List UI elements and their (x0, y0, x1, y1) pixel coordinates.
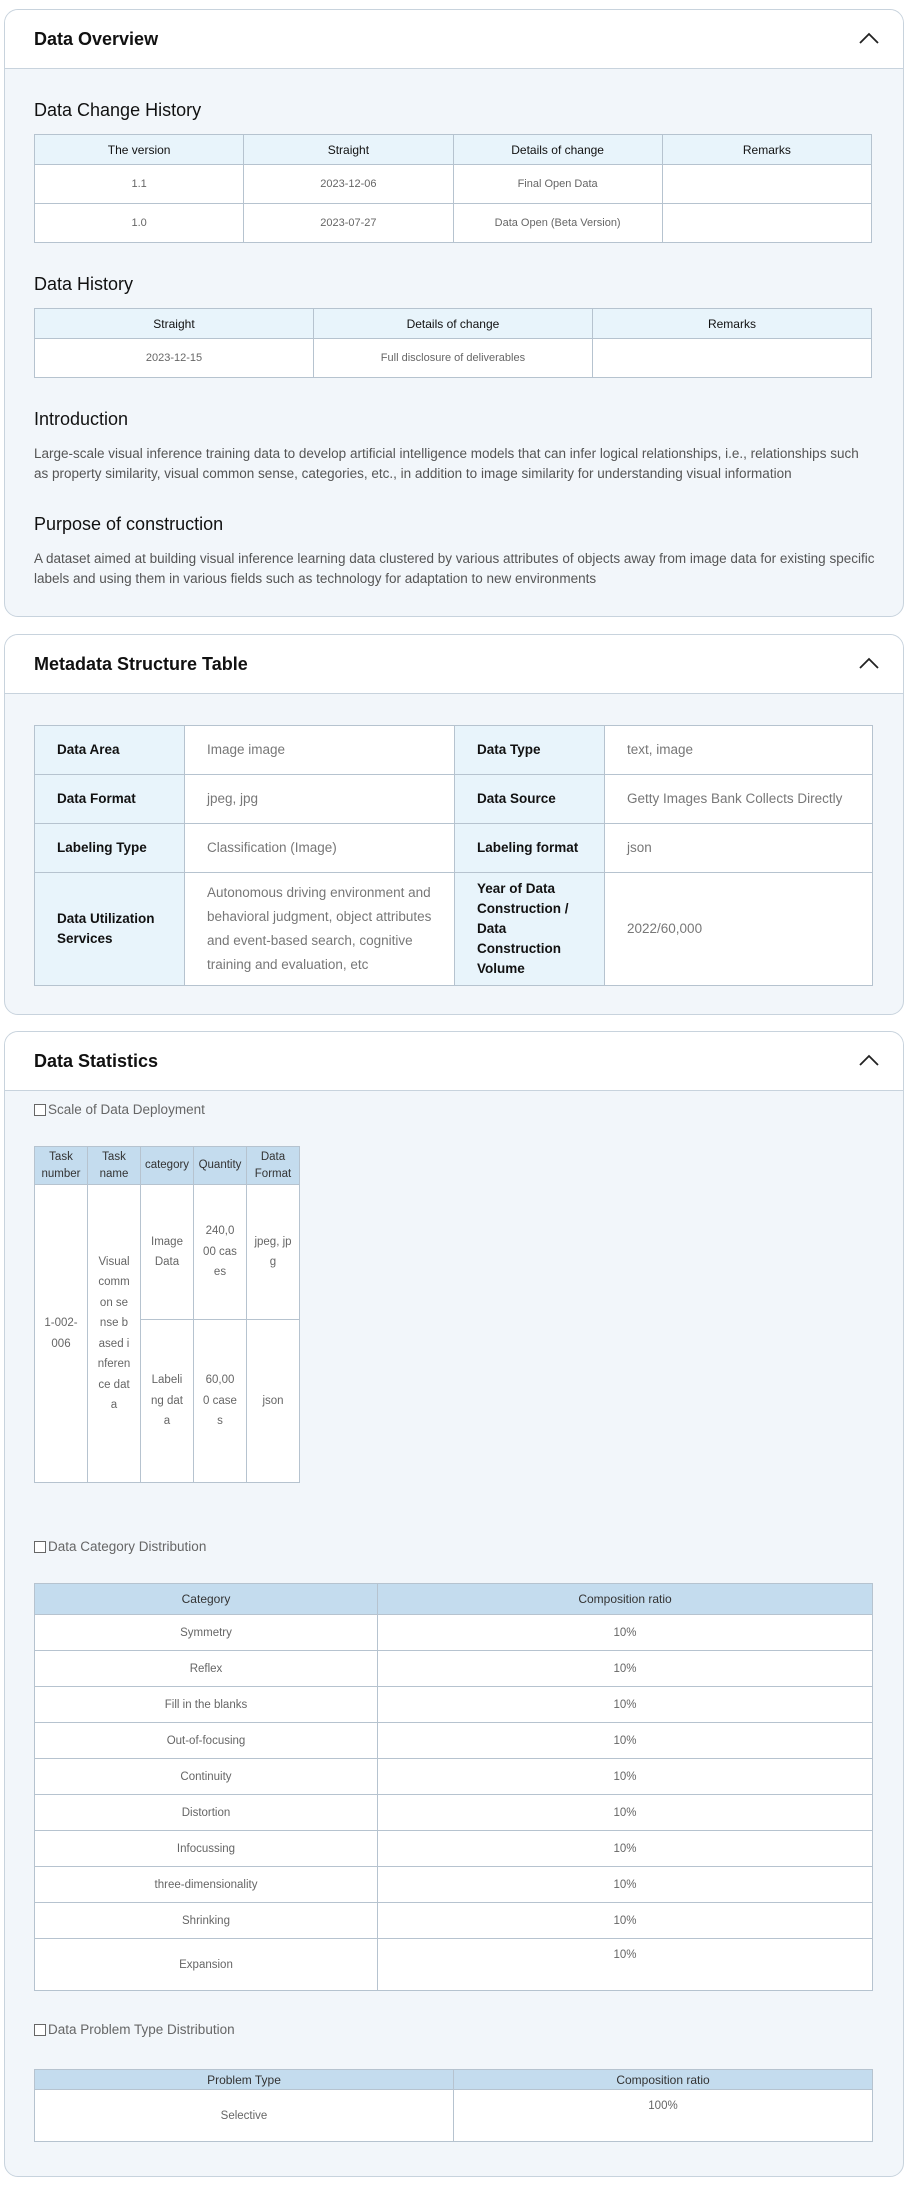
chevron-up-icon[interactable] (857, 27, 881, 51)
table-cell: 10% (378, 1651, 873, 1687)
table-cell: 100% (454, 2090, 873, 2142)
table-row (35, 2090, 873, 2142)
column-header: Composition ratio (378, 1584, 873, 1615)
meta-label: Data Area (35, 726, 185, 775)
metadata-table (34, 725, 873, 986)
meta-value: Image image (185, 726, 455, 775)
table-cell: 10% (378, 1723, 873, 1759)
category-cell: Labeling data (141, 1320, 194, 1483)
table-row (35, 1723, 873, 1759)
table-cell: Infocussing (35, 1831, 378, 1867)
category-dist-label (34, 1539, 206, 1554)
table-header-row (35, 2070, 873, 2090)
table-cell: 2023-07-27 (244, 204, 453, 243)
table-cell: Symmetry (35, 1615, 378, 1651)
table-cell: Out-of-focusing (35, 1723, 378, 1759)
statistics-panel (4, 1031, 904, 2177)
table-header-row (35, 309, 872, 339)
purpose-heading: Purpose of construction (34, 514, 224, 534)
table-row (35, 1903, 873, 1939)
metadata-title: Metadata Structure Table (34, 653, 248, 674)
table-cell: Expansion (35, 1939, 378, 1991)
table-cell: 10% (378, 1939, 873, 1991)
table-cell: 1.1 (35, 165, 244, 204)
chevron-up-icon[interactable] (857, 652, 881, 676)
table-cell: three-dimensionality (35, 1867, 378, 1903)
column-header: Details of change (313, 309, 592, 339)
table-cell: Full disclosure of deliverables (313, 339, 592, 378)
meta-value: Getty Images Bank Collects Directly (605, 775, 873, 824)
meta-value: jpeg, jpg (185, 775, 455, 824)
table-row (35, 1185, 300, 1320)
data-history-table (34, 308, 872, 378)
change-history-heading: Data Change History (34, 100, 202, 120)
table-cell: 10% (378, 1687, 873, 1723)
checkbox-icon (34, 1541, 46, 1553)
table-row (35, 1687, 873, 1723)
chevron-up-icon[interactable] (857, 1049, 881, 1073)
table-cell: 2023-12-06 (244, 165, 453, 204)
category-dist-table (34, 1583, 873, 1991)
meta-label: Data Utilization Services (35, 873, 185, 986)
table-row (35, 775, 873, 824)
category-cell: Image Data (141, 1185, 194, 1320)
column-header: Category (35, 1584, 378, 1615)
metadata-panel (4, 634, 904, 1015)
data-overview-panel (4, 9, 904, 617)
task-name-cell: Visual common sense based inference data (88, 1185, 141, 1483)
column-header: Remarks (592, 309, 871, 339)
table-row (35, 1615, 873, 1651)
checkbox-icon (34, 2024, 46, 2036)
category-dist-text: Data Category Distribution (48, 1539, 207, 1554)
meta-value: Autonomous driving environment and behavioral judgment, object attributes and event-based search, cognitive training and evaluation, etc (185, 873, 455, 986)
purpose-text: A dataset aimed at building visual inference learning data clustered by various attributes of objects away from image data for existing specific labels and using them in various fields such as technology for adaptation to new environments (34, 551, 875, 586)
quantity-cell: 240,000 cases (194, 1185, 247, 1320)
table-row (35, 1795, 873, 1831)
introduction-text: Large-scale visual inference training data to develop artificial intelligence models that can infer logical relationships, i.e., relationships such as property similarity, visual common sense, categories, etc., in addition to image similarity for understanding visual information (34, 446, 859, 481)
problem-dist-table (34, 2069, 873, 2142)
table-cell (662, 204, 871, 243)
table-row (35, 204, 872, 243)
table-header-row (35, 1584, 873, 1615)
table-row (35, 1831, 873, 1867)
table-cell: Shrinking (35, 1903, 378, 1939)
table-cell: Continuity (35, 1759, 378, 1795)
table-cell: 2023-12-15 (35, 339, 314, 378)
table-cell: Final Open Data (453, 165, 662, 204)
table-cell: Distortion (35, 1795, 378, 1831)
column-header: Data Format (247, 1147, 300, 1185)
table-row (35, 873, 873, 986)
meta-value: Classification (Image) (185, 824, 455, 873)
introduction-heading: Introduction (34, 409, 129, 429)
meta-label: Data Format (35, 775, 185, 824)
data-history-heading: Data History (34, 274, 134, 294)
table-header-row (35, 1147, 300, 1185)
column-header: Straight (244, 135, 453, 165)
statistics-title: Data Statistics (34, 1050, 159, 1071)
scale-section-label (34, 1102, 205, 1117)
table-row (35, 1939, 873, 1991)
column-header: category (141, 1147, 194, 1185)
scale-table (34, 1146, 300, 1483)
change-history-table (34, 134, 872, 243)
meta-label: Data Type (455, 726, 605, 775)
table-row (35, 824, 873, 873)
table-cell: Selective (35, 2090, 454, 2142)
meta-value: 2022/60,000 (605, 873, 873, 986)
table-cell: 10% (378, 1867, 873, 1903)
table-cell: Data Open (Beta Version) (453, 204, 662, 243)
data-overview-header[interactable] (5, 10, 903, 69)
table-header-row (35, 135, 872, 165)
table-cell: Reflex (35, 1651, 378, 1687)
meta-label: Data Source (455, 775, 605, 824)
column-header: Task number (35, 1147, 88, 1185)
table-cell: 10% (378, 1831, 873, 1867)
column-header: The version (35, 135, 244, 165)
statistics-header[interactable] (5, 1032, 903, 1091)
table-cell (592, 339, 871, 378)
table-cell (662, 165, 871, 204)
column-header: Straight (35, 309, 314, 339)
problem-dist-label (34, 2022, 235, 2037)
column-header: Quantity (194, 1147, 247, 1185)
metadata-header[interactable] (5, 635, 903, 694)
table-row (35, 726, 873, 775)
format-cell: json (247, 1320, 300, 1483)
table-row (35, 1867, 873, 1903)
table-row (35, 1759, 873, 1795)
task-number-cell: 1-002-006 (35, 1185, 88, 1483)
scale-section-text: Scale of Data Deployment (48, 1102, 205, 1117)
table-cell: 10% (378, 1759, 873, 1795)
meta-value: text, image (605, 726, 873, 775)
meta-value: json (605, 824, 873, 873)
problem-dist-text: Data Problem Type Distribution (48, 2022, 235, 2037)
table-cell: 10% (378, 1903, 873, 1939)
table-cell: 10% (378, 1615, 873, 1651)
column-header: Composition ratio (454, 2070, 873, 2090)
format-cell: jpeg, jpg (247, 1185, 300, 1320)
table-cell: Fill in the blanks (35, 1687, 378, 1723)
column-header: Task name (88, 1147, 141, 1185)
column-header: Remarks (662, 135, 871, 165)
meta-label: Labeling format (455, 824, 605, 873)
checkbox-icon (34, 1104, 46, 1116)
meta-label: Labeling Type (35, 824, 185, 873)
table-row (35, 1651, 873, 1687)
column-header: Problem Type (35, 2070, 454, 2090)
table-cell: 10% (378, 1795, 873, 1831)
data-overview-title: Data Overview (34, 28, 159, 49)
quantity-cell: 60,000 cases (194, 1320, 247, 1483)
table-row (35, 165, 872, 204)
table-row (35, 339, 872, 378)
column-header: Details of change (453, 135, 662, 165)
table-cell: 1.0 (35, 204, 244, 243)
meta-label: Year of Data Construction / Data Construction Volume (455, 873, 605, 986)
